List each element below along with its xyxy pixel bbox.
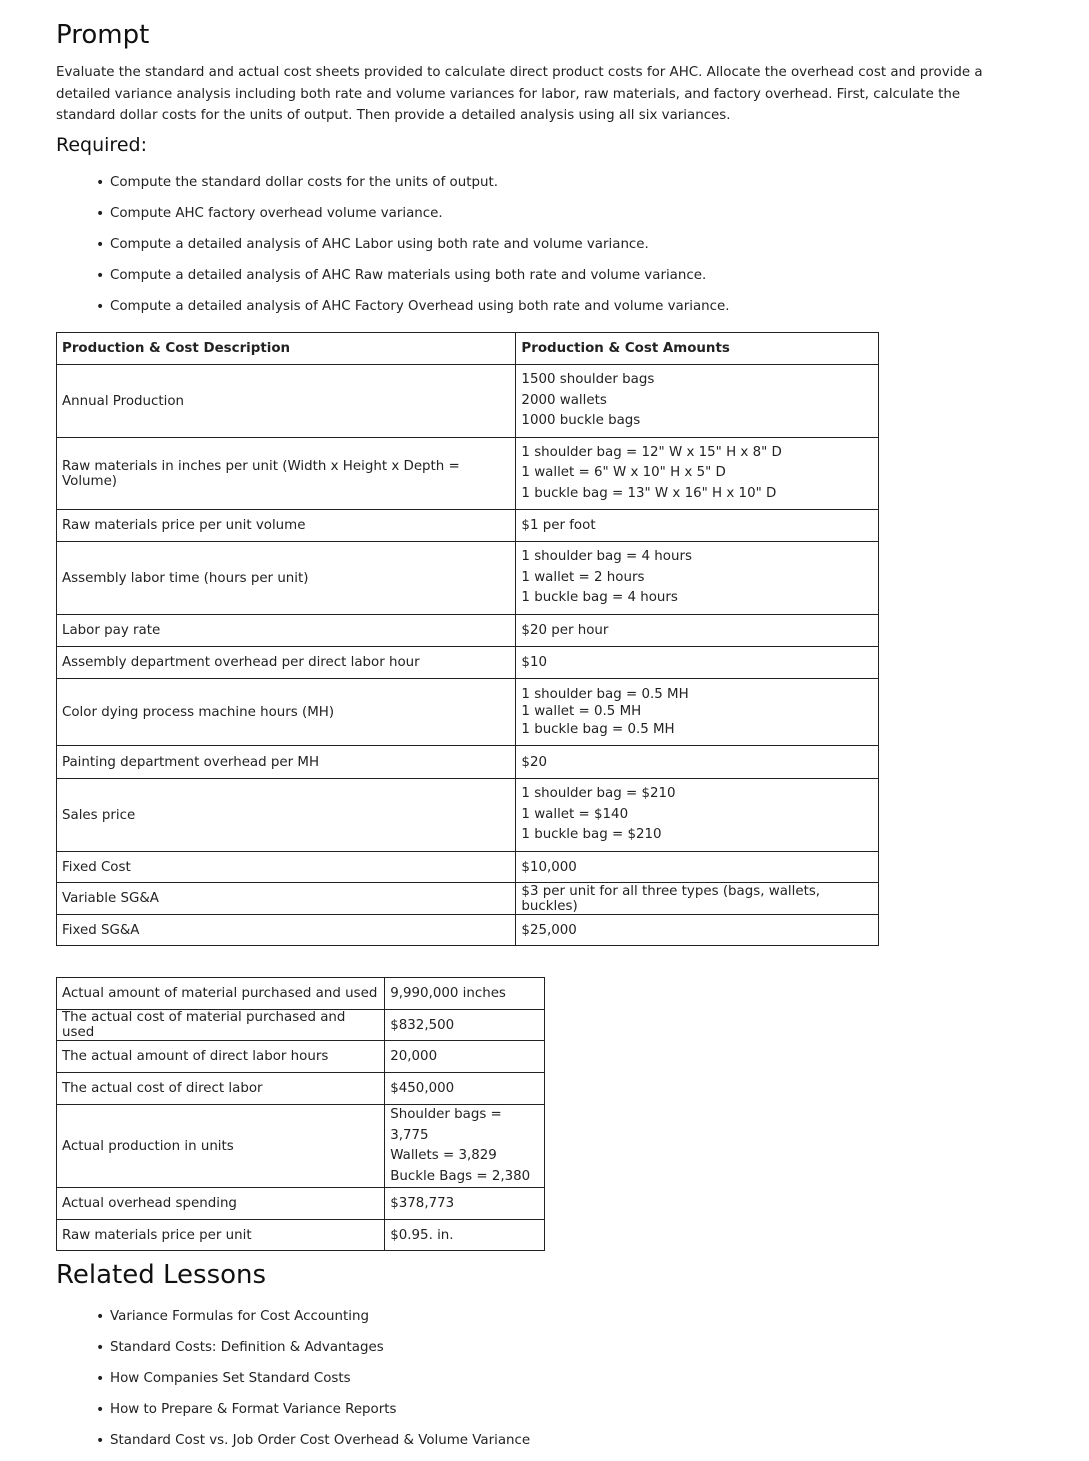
value-line: Buckle Bags = 2,380 xyxy=(390,1168,531,1184)
row-label: Assembly department overhead per direct labor hour xyxy=(57,647,516,679)
table-row xyxy=(57,510,879,542)
related-lesson-link[interactable]: Variance Formulas for Cost Accounting xyxy=(110,1309,369,1324)
row-value xyxy=(516,679,879,746)
table-row xyxy=(57,883,879,915)
row-value: $20 xyxy=(516,746,879,779)
value-line: 1 buckle bag = $210 xyxy=(521,827,662,843)
row-value: $1 per foot xyxy=(516,510,879,542)
table-row xyxy=(57,1010,545,1041)
table-row xyxy=(57,679,879,746)
value-line: 1 shoulder bag = $210 xyxy=(521,786,676,802)
prompt-heading: Prompt xyxy=(56,20,150,50)
table-row xyxy=(57,615,879,647)
row-value xyxy=(516,365,879,438)
list-item xyxy=(94,1397,530,1428)
row-value: $378,773 xyxy=(385,1188,545,1220)
value-line: 1 shoulder bag = 12" W x 15" H x 8" D xyxy=(521,444,782,460)
row-label: Raw materials in inches per unit (Width x Height x Depth = Volume) xyxy=(57,438,516,510)
prompt-text: Evaluate the standard and actual cost sheets provided to calculate direct product costs for AHC. Allocate the overhead cost and provide a detailed variance analysis including both rate and volume variances for labor, raw materials, and factory overhead. First, calculate the standard dollar costs for the units of output. Then provide a detailed analysis using all six variances. xyxy=(56,65,983,123)
row-label: Fixed Cost xyxy=(57,852,516,883)
value-line: 1 buckle bag = 0.5 MH xyxy=(521,721,675,737)
row-label: Variable SG&A xyxy=(57,883,516,915)
row-label: The actual cost of direct labor xyxy=(57,1073,385,1105)
table-row xyxy=(57,915,879,946)
row-label: Assembly labor time (hours per unit) xyxy=(57,542,516,615)
list-item: • Compute a detailed analysis of AHC Labor using both rate and volume variance. xyxy=(94,232,730,263)
related-lesson-link[interactable]: Standard Cost vs. Job Order Cost Overhead & Volume Variance xyxy=(110,1433,531,1448)
table-row xyxy=(57,978,545,1010)
column-header: Production & Cost Description xyxy=(57,333,516,365)
table-row xyxy=(57,438,879,510)
row-value: $20 per hour xyxy=(516,615,879,647)
row-label: Raw materials price per unit volume xyxy=(57,510,516,542)
table-row xyxy=(57,1041,545,1073)
row-label: Actual production in units xyxy=(57,1105,385,1188)
row-label: Annual Production xyxy=(57,365,516,438)
value-line: 1 buckle bag = 13" W x 16" H x 10" D xyxy=(521,485,777,501)
row-label: The actual cost of material purchased and used xyxy=(57,1010,385,1041)
value-line: Wallets = 3,829 xyxy=(390,1148,497,1163)
value-line: 1 shoulder bag = 0.5 MH xyxy=(521,686,689,702)
required-list xyxy=(94,170,730,325)
value-line: 1 wallet = 2 hours xyxy=(521,569,645,585)
list-item: • Compute AHC factory overhead volume variance. xyxy=(94,201,730,232)
row-value: $25,000 xyxy=(516,915,879,946)
value-line: 1 wallet = 6" W x 10" H x 5" D xyxy=(521,465,726,481)
list-item: • Compute the standard dollar costs for the units of output. xyxy=(94,170,730,201)
row-value xyxy=(516,542,879,615)
table-row xyxy=(57,746,879,779)
table-header-row xyxy=(57,333,879,365)
row-label: The actual amount of direct labor hours xyxy=(57,1041,385,1073)
row-label: Fixed SG&A xyxy=(57,915,516,946)
table-row xyxy=(57,1105,545,1188)
row-value: $832,500 xyxy=(385,1010,545,1041)
list-item xyxy=(94,1304,530,1335)
row-label: Painting department overhead per MH xyxy=(57,746,516,779)
row-label: Sales price xyxy=(57,779,516,852)
related-lessons-heading: Related Lessons xyxy=(56,1260,267,1290)
table-row xyxy=(57,852,879,883)
list-item: • Compute a detailed analysis of AHC Raw materials using both rate and volume variance. xyxy=(94,263,730,294)
column-header: Production & Cost Amounts xyxy=(516,333,879,365)
list-item xyxy=(94,1428,530,1459)
related-lessons-list xyxy=(94,1304,530,1459)
value-line: 1500 shoulder bags xyxy=(521,372,655,388)
row-value: $3 per unit for all three types (bags, wallets, buckles) xyxy=(516,883,879,915)
list-item xyxy=(94,1366,530,1397)
row-label: Actual overhead spending xyxy=(57,1188,385,1220)
row-value xyxy=(516,779,879,852)
row-value: $0.95. in. xyxy=(385,1220,545,1251)
row-value xyxy=(385,1105,545,1188)
standard-cost-table xyxy=(56,332,879,946)
table-row xyxy=(57,647,879,679)
related-lesson-link[interactable]: How to Prepare & Format Variance Reports xyxy=(110,1402,397,1417)
row-label: Actual amount of material purchased and used xyxy=(57,978,385,1010)
actual-cost-table xyxy=(56,977,545,1251)
row-value: 20,000 xyxy=(385,1041,545,1073)
table-row xyxy=(57,1073,545,1105)
related-lesson-link[interactable]: Standard Costs: Definition & Advantages xyxy=(110,1340,384,1355)
related-lesson-link[interactable]: How Companies Set Standard Costs xyxy=(110,1371,351,1386)
row-label: Labor pay rate xyxy=(57,615,516,647)
value-line: 1 shoulder bag = 4 hours xyxy=(521,549,692,565)
value-line: 2000 wallets xyxy=(521,392,607,408)
table-row xyxy=(57,542,879,615)
row-value: $450,000 xyxy=(385,1073,545,1105)
value-line: 1 wallet = 0.5 MH xyxy=(521,704,642,720)
row-value: 9,990,000 inches xyxy=(385,978,545,1010)
list-item xyxy=(94,1335,530,1366)
row-value: $10 xyxy=(516,647,879,679)
row-value xyxy=(516,438,879,510)
row-label: Color dying process machine hours (MH) xyxy=(57,679,516,746)
value-line: 1 wallet = $140 xyxy=(521,806,629,822)
table-row xyxy=(57,365,879,438)
value-line: 1000 buckle bags xyxy=(521,413,641,429)
table-row xyxy=(57,779,879,852)
required-heading: Required: xyxy=(56,134,147,156)
value-line: Shoulder bags = 3,775 xyxy=(390,1107,502,1143)
value-line: 1 buckle bag = 4 hours xyxy=(521,590,678,606)
row-value: $10,000 xyxy=(516,852,879,883)
row-label: Raw materials price per unit xyxy=(57,1220,385,1251)
table-row xyxy=(57,1220,545,1251)
table-row xyxy=(57,1188,545,1220)
list-item: • Compute a detailed analysis of AHC Factory Overhead using both rate and volume variance. xyxy=(94,294,730,325)
